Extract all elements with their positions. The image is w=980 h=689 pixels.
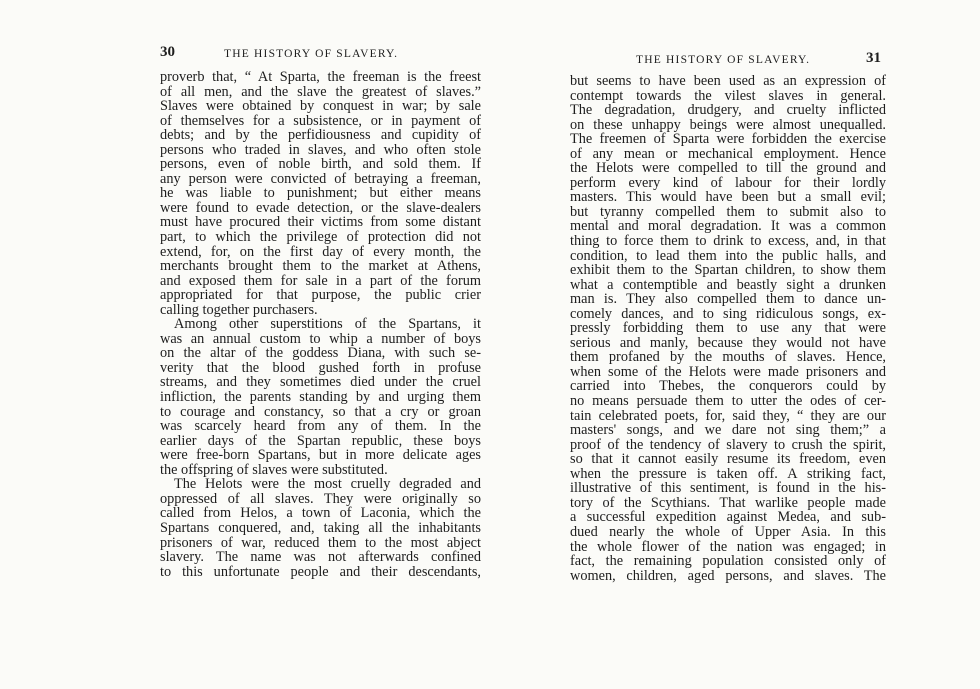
text-line: illustrative of this sentiment, is found in the his-	[570, 480, 886, 497]
text-line: Among other superstitions of the Spartans, it	[174, 316, 481, 333]
text-line: Spartans conquered, and, taking all the inhabitants	[160, 519, 481, 536]
text-line: the offspring of slaves were substituted.	[160, 461, 388, 478]
text-line: fact, the remaining population consisted only of	[570, 553, 886, 570]
text-line: Slaves were obtained by conquest in war; by sale	[160, 98, 481, 115]
text-line: proverb that, “ At Sparta, the freeman is the freest	[160, 69, 481, 85]
text-line: so that it cannot easily resume its freedom, even	[570, 451, 886, 468]
text-line: persons, even of noble birth, and sold them. If	[160, 156, 481, 173]
text-line: exhibit them to the Spartan children, to show them	[570, 262, 886, 279]
text-line: merchants brought them to the market at Athens,	[160, 258, 481, 275]
text-line: tain celebrated poets, for, said they, “ they are our	[570, 407, 886, 424]
text-line: perform every kind of labour for their lordly	[570, 174, 886, 191]
text-line: the Helots were compelled to till the ground and	[570, 160, 886, 177]
text-line: debts; and by the perfidiousness and cupidity of	[160, 127, 481, 144]
text-line: a successful expedition against Medea, and sub-	[570, 509, 886, 526]
text-line: on the altar of the goddess Diana, with such se-	[160, 345, 481, 362]
text-line: but seems to have been used as an expression of	[570, 73, 886, 89]
text-line: extend, for, on the first day of every month, the	[160, 243, 481, 260]
text-line: streams, and they sometimes died under the cruel	[160, 374, 481, 391]
text-line: but tyranny compelled them to submit also to	[570, 203, 886, 220]
right-body-text	[570, 74, 886, 583]
text-line: was an annual custom to whip a number of boys	[160, 330, 481, 347]
text-line: contempt towards the vilest slaves in general.	[570, 87, 886, 104]
right-page-number: 31	[866, 50, 881, 66]
text-line: dued nearly the whole of Upper Asia. In this	[570, 523, 886, 540]
text-line: carried into Thebes, the conquerors could by	[570, 378, 886, 395]
text-line: persons who traded in slaves, and who often stole	[160, 141, 481, 158]
text-line: called from Helos, a town of Laconia, which the	[160, 505, 481, 522]
text-line: and exposed them for sale in a part of the forum	[160, 272, 481, 289]
text-line: them profaned by the mouths of slaves. Hence,	[570, 349, 886, 366]
text-line: The Helots were the most cruelly degraded and	[174, 476, 481, 493]
text-line: The degradation, drudgery, and cruelty inflicted	[570, 102, 886, 119]
text-line: comely dances, and to sing ridiculous songs, ex-	[570, 305, 886, 322]
text-line: what a contemptible and beastly sight a drunken	[570, 276, 886, 293]
text-line: proof of the tendency of slavery to crush the spirit,	[570, 436, 886, 453]
text-line: calling together purchasers.	[160, 301, 318, 318]
text-line: the whole flower of the nation was engaged; in	[570, 538, 886, 555]
text-line: masters' songs, and we dare not sing them;” a	[570, 422, 886, 439]
right-page	[490, 0, 980, 689]
text-line: mental and moral degradation. It was a common	[570, 218, 886, 235]
text-line: tory of the Scythians. That warlike people made	[570, 494, 886, 511]
text-line: pressly forbidding them to use any that were	[570, 320, 886, 337]
text-line: any person were convicted of betraying a freeman,	[160, 170, 481, 187]
text-line: when the pressure is taken off. A striking fact,	[570, 465, 886, 482]
text-line: earlier days of the Spartan republic, these boys	[160, 432, 481, 449]
text-line: on these unhappy beings were almost unequalled.	[570, 116, 886, 133]
text-line: oppressed of all slaves. They were originally so	[160, 490, 481, 507]
text-line: condition, to lead them into the public halls, and	[570, 247, 886, 264]
text-line: verity that the blood gushed forth in profuse	[160, 359, 481, 376]
text-line: masters. This would have been but a small evil;	[570, 189, 886, 206]
text-line: slavery. The name was not afterwards confined	[160, 549, 481, 566]
text-line: of any mean or mechanical employment. Hence	[570, 145, 886, 162]
left-running-head: THE HISTORY OF SLAVERY.	[224, 48, 399, 60]
text-line: were free-born Spartans, but in more delicate ages	[160, 447, 481, 464]
text-line: no means persuade them to utter the odes of cer-	[570, 393, 886, 410]
text-line: thing to force them to drink to excess, and, in that	[570, 233, 886, 250]
text-line: must have procured their victims from some distant	[160, 214, 481, 231]
text-line: man is. They also compelled them to dance un-	[570, 291, 886, 308]
text-line: to this unfortunate people and their descendants,	[160, 563, 481, 580]
left-page-number: 30	[160, 44, 175, 60]
text-line: The freemen of Sparta were forbidden the exercise	[570, 131, 886, 148]
text-line: was scarcely heard from any of them. In the	[160, 418, 481, 435]
text-line: to courage and constancy, so that a cry or groan	[160, 403, 481, 420]
text-line: appropriated for that purpose, the public crier	[160, 287, 481, 304]
text-line: when some of the Helots were made prisoners and	[570, 363, 886, 380]
left-body-text	[160, 70, 481, 579]
text-line: of themselves for a subsistence, or in payment of	[160, 112, 481, 129]
text-line: part, to which the privilege of protection did not	[160, 229, 481, 246]
text-line: he was liable to punishment; but either means	[160, 185, 481, 202]
text-line: serious and manly, because they would not have	[570, 334, 886, 351]
text-line: infliction, the parents standing by and urging them	[160, 389, 481, 406]
text-line: prisoners of war, reduced them to the most abject	[160, 534, 481, 551]
right-running-head: THE HISTORY OF SLAVERY.	[636, 54, 811, 66]
text-line: of all men, and the slave the greatest of slaves.”	[160, 83, 481, 100]
text-line: were found to evade detection, or the slave-dealers	[160, 199, 481, 216]
text-line: women, children, aged persons, and slaves. The	[570, 567, 886, 584]
